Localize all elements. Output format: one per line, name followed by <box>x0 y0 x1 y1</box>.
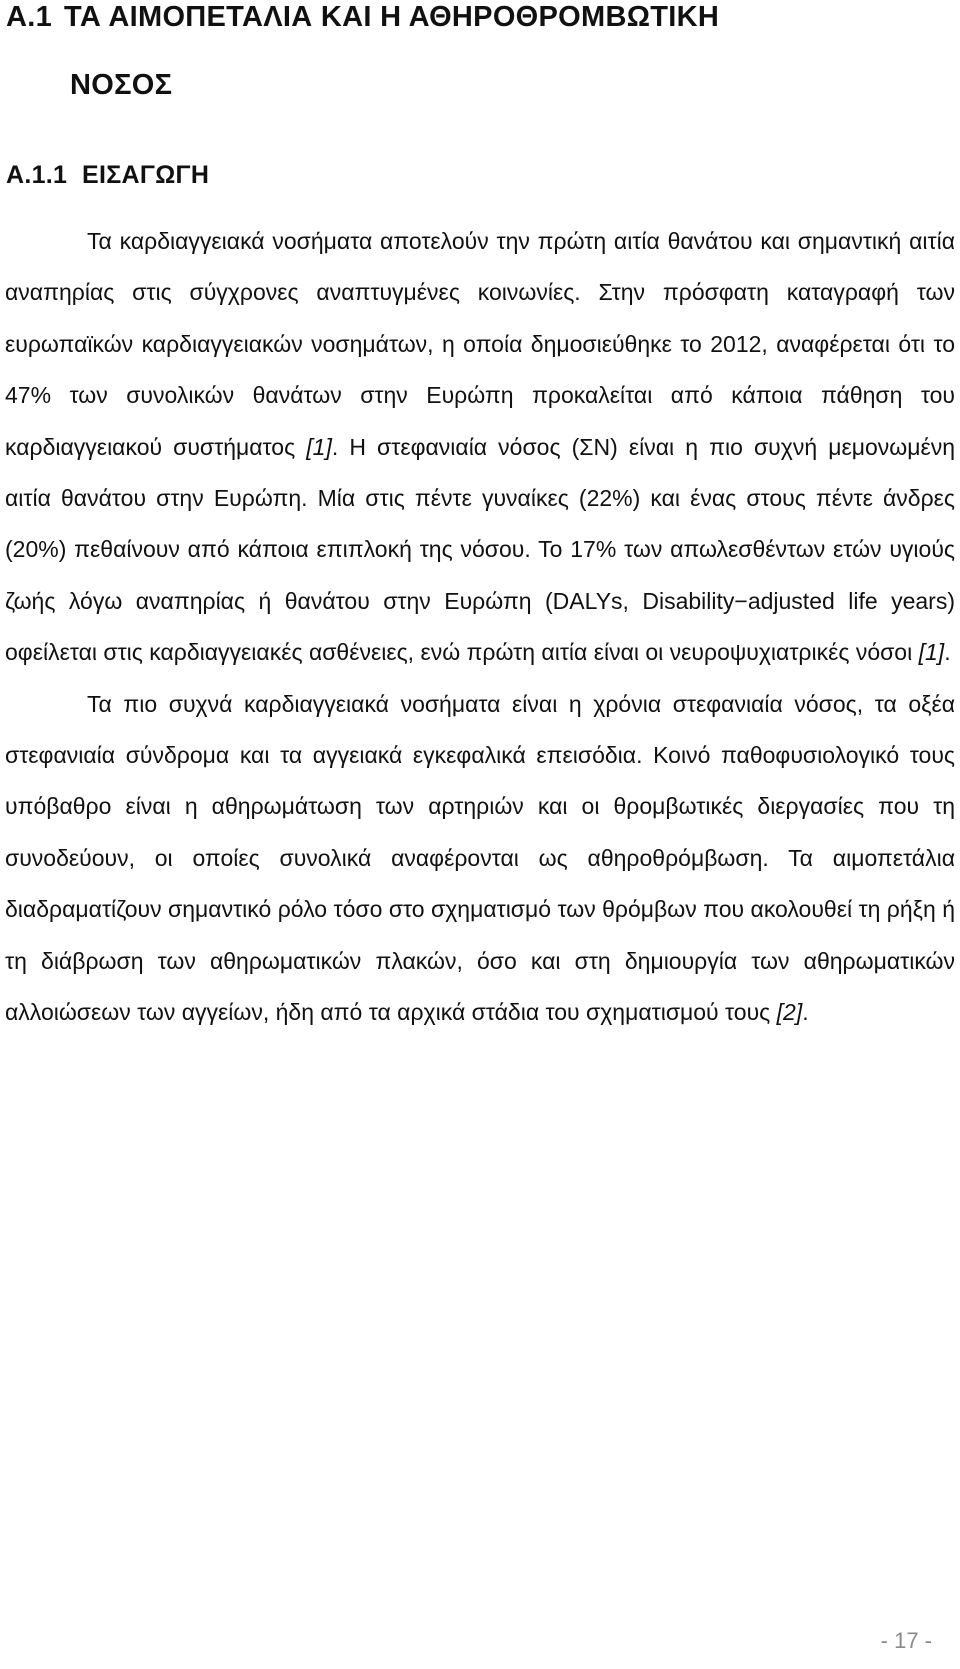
citation-ref: [1] <box>306 433 332 460</box>
chapter-title-line1: ΤΑ ΑΙΜΟΠΕΤΑΛΙΑ ΚΑΙ Η ΑΘΗΡΟΘΡΟΜΒΩΤΙΚΗ <box>64 1 720 33</box>
paragraph-1-text-a: Τα καρδιαγγειακά νοσήματα αποτελούν την πρώτη αιτία θανάτου και σημαντική αιτία αναπηρίας στις σύγχρονες αναπτυγμένες κοινωνίες. Στην πρόσφατη καταγραφή των ευρωπαϊκών καρδιαγγειακών νοσημάτων, η οποία δημοσιεύθηκε το 2012, αναφέρεται ότι το 47% των συνολικών θανάτων στην Ευρώπη προκαλείται από κάποια πάθηση του καρδιαγγειακού συστήματος <box>5 228 955 460</box>
chapter-number: A.1 <box>6 1 53 33</box>
paragraph-1-text-b: . Η στεφανιαία νόσος (ΣΝ) είναι η πιο συχνή μεμονωμένη αιτία θανάτου στην Ευρώπη. Μία στις πέντε γυναίκες (22%) και ένας στους πέντε άνδρες (20%) πεθαίνουν από κάποια επιπλοκή της νόσου. Το 17% των απωλεσθέντων ετών υγιούς ζωής λόγω αναπηρίας ή θανάτου στην Ευρώπη (DALYs, Disability−adjusted life years) οφείλεται στις καρδιαγγειακές ασθένειες, ενώ πρώτη αιτία είναι οι νευροψυχιατρικές νόσοι <box>5 433 956 666</box>
citation-ref: [2] <box>776 999 803 1026</box>
paragraph-2-text-b: . <box>802 999 809 1026</box>
paragraph-1-text-c: . <box>944 639 951 666</box>
citation-ref: [1] <box>918 639 945 666</box>
section-number: A.1.1 <box>6 161 68 189</box>
chapter-heading <box>6 0 719 34</box>
body-text <box>5 216 955 1039</box>
page-number: - 17 - <box>880 1628 932 1653</box>
section-heading <box>6 160 209 190</box>
paragraph-2 <box>5 679 955 1039</box>
section-title: ΕΙΣΑΓΩΓΗ <box>82 161 210 189</box>
paragraph-1 <box>5 216 955 679</box>
paragraph-2-text-a: Τα πιο συχνά καρδιαγγειακά νοσήματα είναι η χρόνια στεφανιαία νόσος, τα οξέα στεφανιαία σύνδρομα και τα αγγειακά εγκεφαλικά επεισόδια. Κοινό παθοφυσιολογικό τους υπόβαθρο είναι η αθηρωμάτωση των αρτηριών και οι θρομβωτικές διεργασίες που τη συνοδεύουν, οι οποίες συνολικά αναφέρονται ως αθηροθρόμβωση. Τα αιμοπετάλια διαδραματίζουν σημαντικό ρόλο τόσο στο σχηματισμό των θρόμβων που ακολουθεί τη ρήξη ή τη διάβρωση των αθηρωματικών πλακών, όσο και στη δημιουργία των αθηρωματικών αλλοιώσεων των αγγείων, ήδη από τα αρχικά στάδια του σχηματισμού τους <box>5 690 955 1026</box>
chapter-title-line2: ΝΟΣΟΣ <box>70 69 173 101</box>
